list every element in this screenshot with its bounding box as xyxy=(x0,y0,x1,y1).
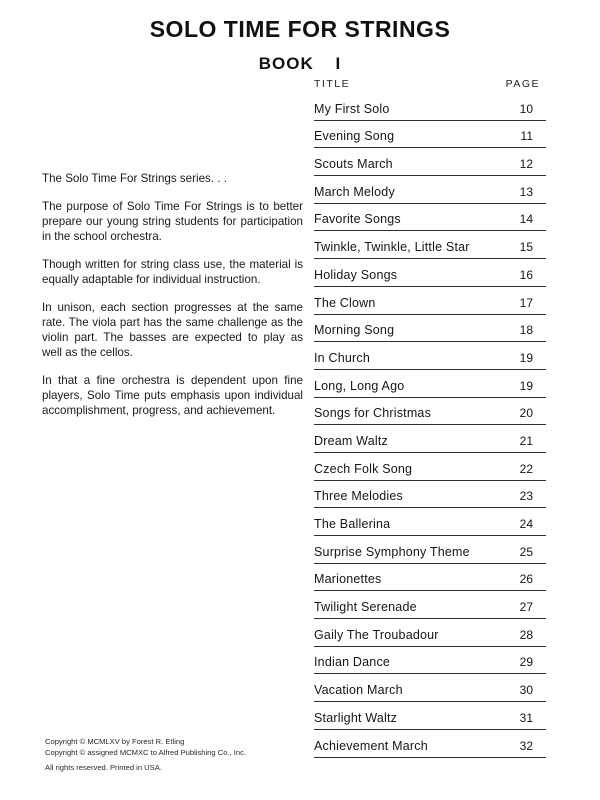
toc-row xyxy=(314,619,546,647)
toc-entry-title: Scouts March xyxy=(314,157,393,172)
toc-row xyxy=(314,730,546,758)
toc-entry-page: 24 xyxy=(519,517,533,531)
page-title: SOLO TIME FOR STRINGS xyxy=(149,16,451,42)
toc-entry-page: 11 xyxy=(520,129,533,144)
toc-row xyxy=(314,674,546,702)
toc-row xyxy=(314,176,546,204)
toc-entry-title: Vacation March xyxy=(314,683,403,698)
toc-entry-page: 13 xyxy=(519,184,533,199)
toc-entry-title: Marionettes xyxy=(314,572,382,587)
toc-entry-title: Surprise Symphony Theme xyxy=(314,544,470,559)
toc-entry-page: 26 xyxy=(519,572,533,587)
toc-entry-title: Three Melodies xyxy=(314,489,403,504)
toc-row xyxy=(314,287,546,315)
toc-entry-title: Indian Dance xyxy=(314,655,391,670)
book-number: BOOK I xyxy=(258,54,342,73)
toc-entry-title: Dream Waltz xyxy=(314,433,388,448)
toc-row xyxy=(314,93,546,121)
toc-entry-page: 14 xyxy=(519,212,533,227)
toc-entry-title: Evening Song xyxy=(314,129,395,144)
toc-row xyxy=(314,342,546,370)
toc-rows xyxy=(314,93,546,758)
toc-entry-title: Czech Folk Song xyxy=(314,461,413,476)
copyright-block xyxy=(45,737,246,774)
toc-entry-page: 16 xyxy=(519,267,533,282)
toc-entry-title: The Ballerina xyxy=(314,517,391,531)
toc-entry-title: The Clown xyxy=(314,295,376,310)
toc-row xyxy=(314,259,546,287)
toc-row xyxy=(314,536,546,564)
table-of-contents xyxy=(314,78,546,758)
toc-entry-page: 21 xyxy=(519,433,533,448)
toc-entry-title: March Melody xyxy=(314,184,395,199)
toc-row xyxy=(314,647,546,675)
toc-row xyxy=(314,398,546,426)
copyright-line: Copyright © MCMLXV by Forest R. Etling xyxy=(45,737,185,746)
toc-row xyxy=(314,508,546,536)
toc-row xyxy=(314,148,546,176)
toc-entry-title: Twilight Serenade xyxy=(314,600,417,615)
toc-entry-title: Morning Song xyxy=(314,323,395,338)
toc-row xyxy=(314,370,546,398)
toc-entry-page: 30 xyxy=(519,683,533,698)
toc-entry-title: Holiday Songs xyxy=(314,267,398,282)
toc-header-page: PAGE xyxy=(505,78,540,90)
toc-row xyxy=(314,231,546,259)
toc-entry-title: Long, Long Ago xyxy=(314,378,405,393)
toc-row xyxy=(314,315,546,343)
copyright-line: Copyright © assigned MCMXC to Alfred Publishing Co., Inc. xyxy=(45,747,247,757)
toc-entry-title: Starlight Waltz xyxy=(314,710,398,725)
toc-row xyxy=(314,204,546,232)
intro-paragraph: The purpose of Solo Time For Strings is to better prepare our young string students for participation in the school orchestra. xyxy=(42,200,303,243)
toc-entry-title: Twinkle, Twinkle, Little Star xyxy=(314,240,470,255)
intro-text-block xyxy=(42,171,303,431)
toc-entry-page: 32 xyxy=(519,738,533,753)
intro-paragraph: Though written for string class use, the material is equally adaptable for individual instruction. xyxy=(42,258,303,286)
toc-entry-page: 10 xyxy=(519,101,533,116)
toc-entry-page: 23 xyxy=(519,489,533,504)
toc-entry-page: 25 xyxy=(519,544,533,559)
toc-entry-title: Favorite Songs xyxy=(314,212,401,227)
intro-lead: The Solo Time For Strings series. . . xyxy=(42,172,227,185)
rights-line: All rights reserved. Printed in USA. xyxy=(45,763,162,772)
toc-entry-title: In Church xyxy=(314,350,370,365)
intro-paragraph: In that a fine orchestra is dependent upon fine players, Solo Time puts emphasis upon individual accomplishment, progress, and achievement. xyxy=(42,374,303,417)
toc-entry-page: 19 xyxy=(519,350,533,365)
toc-entry-page: 15 xyxy=(519,240,533,255)
toc-entry-page: 31 xyxy=(519,710,533,725)
toc-entry-page: 17 xyxy=(519,295,533,310)
toc-entry-title: Gaily The Troubadour xyxy=(314,627,439,642)
toc-entry-title: Achievement March xyxy=(314,738,428,753)
toc-entry-page: 29 xyxy=(519,655,533,670)
toc-row xyxy=(314,564,546,592)
toc-entry-page: 22 xyxy=(519,461,533,476)
toc-row xyxy=(314,453,546,481)
toc-entry-page: 28 xyxy=(519,627,533,642)
toc-header-title: TITLE xyxy=(314,78,351,90)
toc-entry-page: 27 xyxy=(519,600,533,615)
toc-row xyxy=(314,481,546,509)
intro-paragraph: In unison, each section progresses at the same rate. The viola part has the same challenge as the violin part. The basses are expected to play as well as the cellos. xyxy=(42,301,303,359)
toc-row xyxy=(314,591,546,619)
toc-entry-title: My First Solo xyxy=(314,101,390,116)
toc-entry-page: 20 xyxy=(519,406,533,421)
toc-entry-page: 12 xyxy=(519,157,533,172)
toc-entry-page: 19 xyxy=(519,378,533,393)
toc-entry-page: 18 xyxy=(519,323,533,338)
toc-header xyxy=(314,78,546,90)
toc-row xyxy=(314,702,546,730)
toc-row xyxy=(314,425,546,453)
toc-row xyxy=(314,121,546,149)
toc-entry-title: Songs for Christmas xyxy=(314,406,432,421)
